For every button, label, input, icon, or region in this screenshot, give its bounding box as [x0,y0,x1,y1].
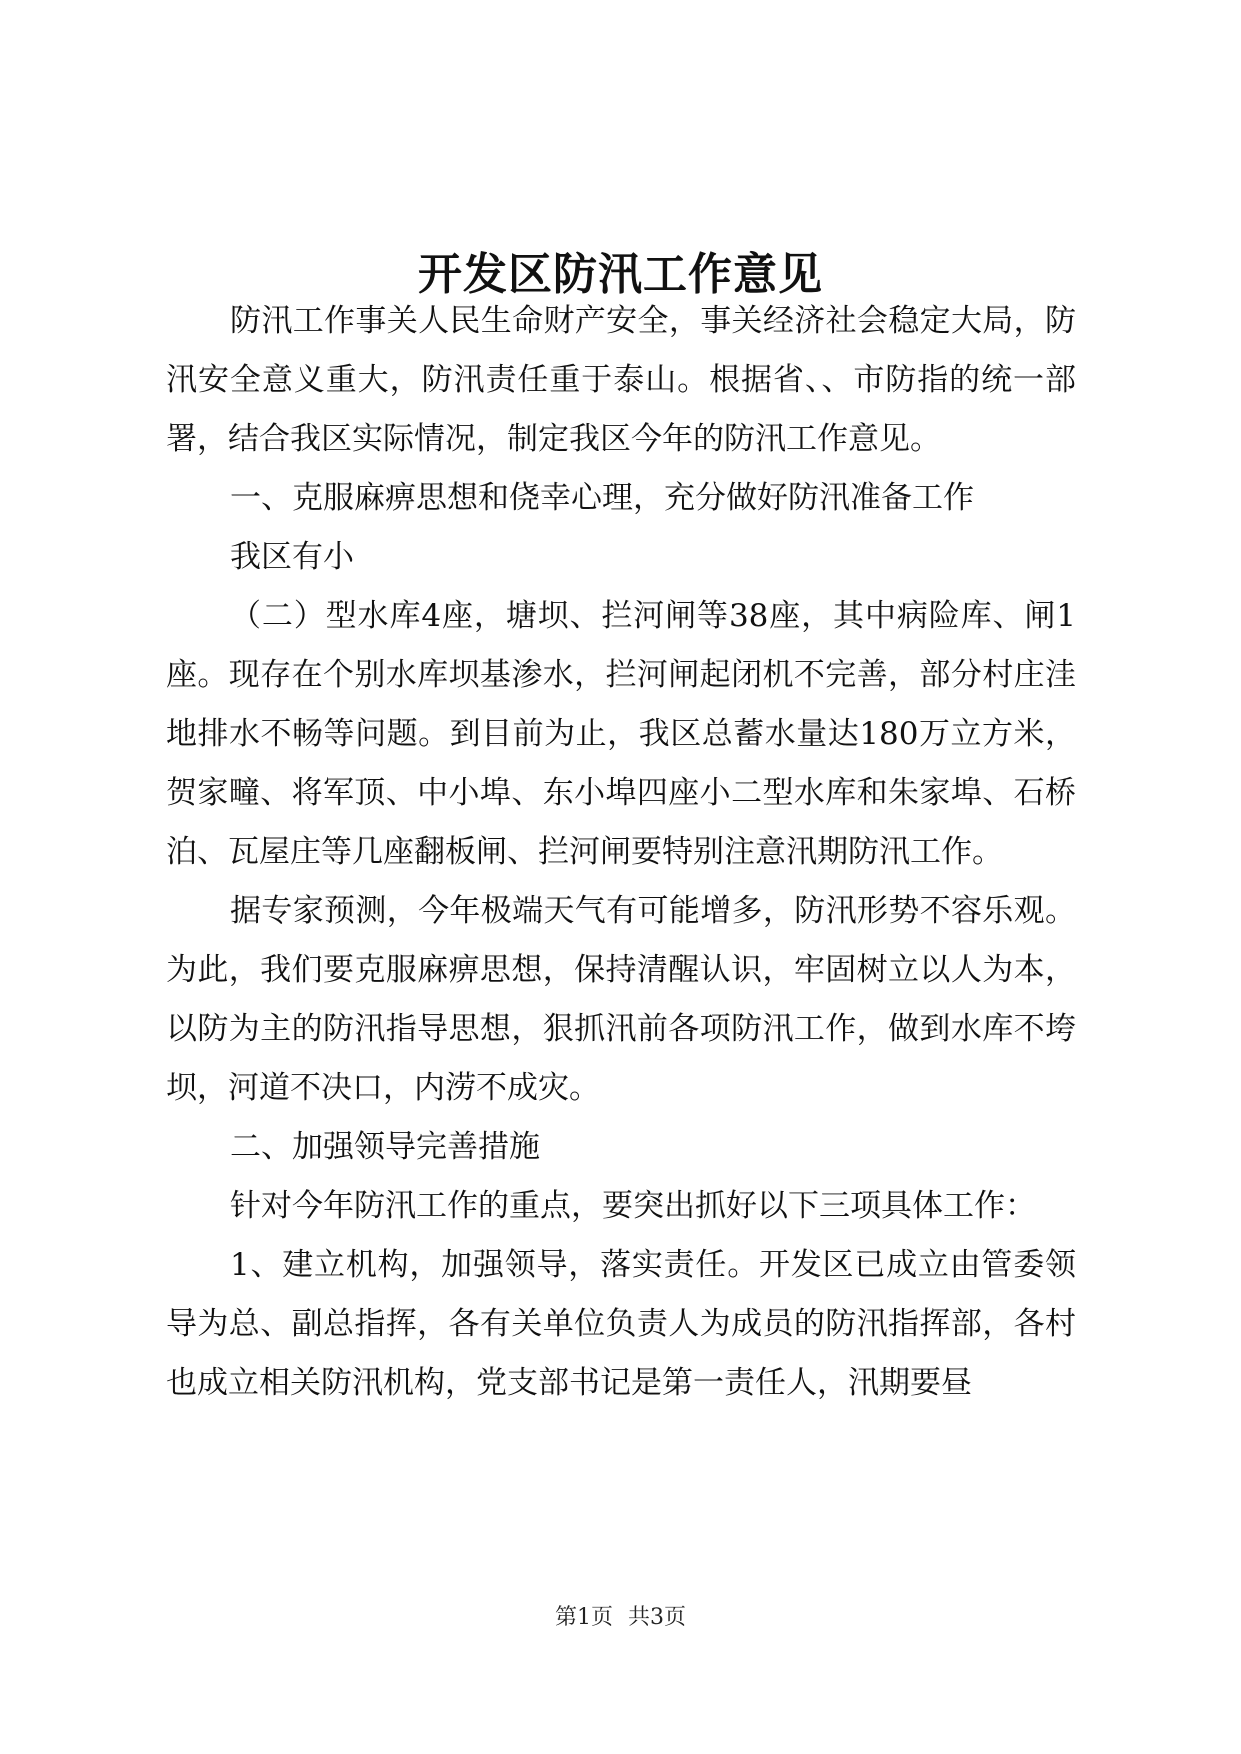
document-body [166,292,1076,1413]
paragraph-fragment: 我区有小 [230,539,354,575]
paragraph-task-one: 1、建立机构，加强领导，落实责任。开发区已成立由管委领导为总、副总指挥，各有关单位负责人为成员的防汛指挥部，各村也成立相关防汛机构，党支部书记是第一责任人，汛期要昼 [166,1247,1076,1401]
page-number: 第1页 [555,1605,613,1630]
paragraph-forecast: 据专家预测，今年极端天气有可能增多，防汛形势不容乐观。为此，我们要克服麻痹思想，保持清醒认识，牢固树立以人为本，以防为主的防汛指导思想，狠抓汛前各项防汛工作，做到水库不垮坝，河道不决口，内涝不成灾。 [166,893,1076,1106]
paragraph-key-tasks: 针对今年防汛工作的重点，要突出抓好以下三项具体工作： [230,1188,1036,1224]
paragraph-reservoirs: （二）型水库4座，塘坝、拦河闸等38座，其中病险库、闸1座。现存在个别水库坝基渗水，拦河闸起闭机不完善，部分村庄洼地排水不畅等问题。到目前为止，我区总蓄水量达180万立方米，贺家疃、将军顶、中小埠、东小埠四座小二型水库和朱家埠、石桥泊、瓦屋庄等几座翻板闸、拦河闸要特别注意汛期防汛工作。 [166,598,1076,870]
paragraph-intro: 防汛工作事关人民生命财产安全，事关经济社会稳定大局，防汛安全意义重大，防汛责任重于泰山。根据省、、市防指的统一部署，结合我区实际情况，制定我区今年的防汛工作意见。 [166,303,1076,457]
page-total: 共3页 [628,1605,686,1630]
section-heading-two: 二、加强领导完善措施 [230,1129,540,1165]
page-footer [0,1603,1241,1633]
section-heading-one: 一、克服麻痹思想和侥幸心理，充分做好防汛准备工作 [230,480,974,516]
document-title: 开发区防汛工作意见 [418,249,823,301]
